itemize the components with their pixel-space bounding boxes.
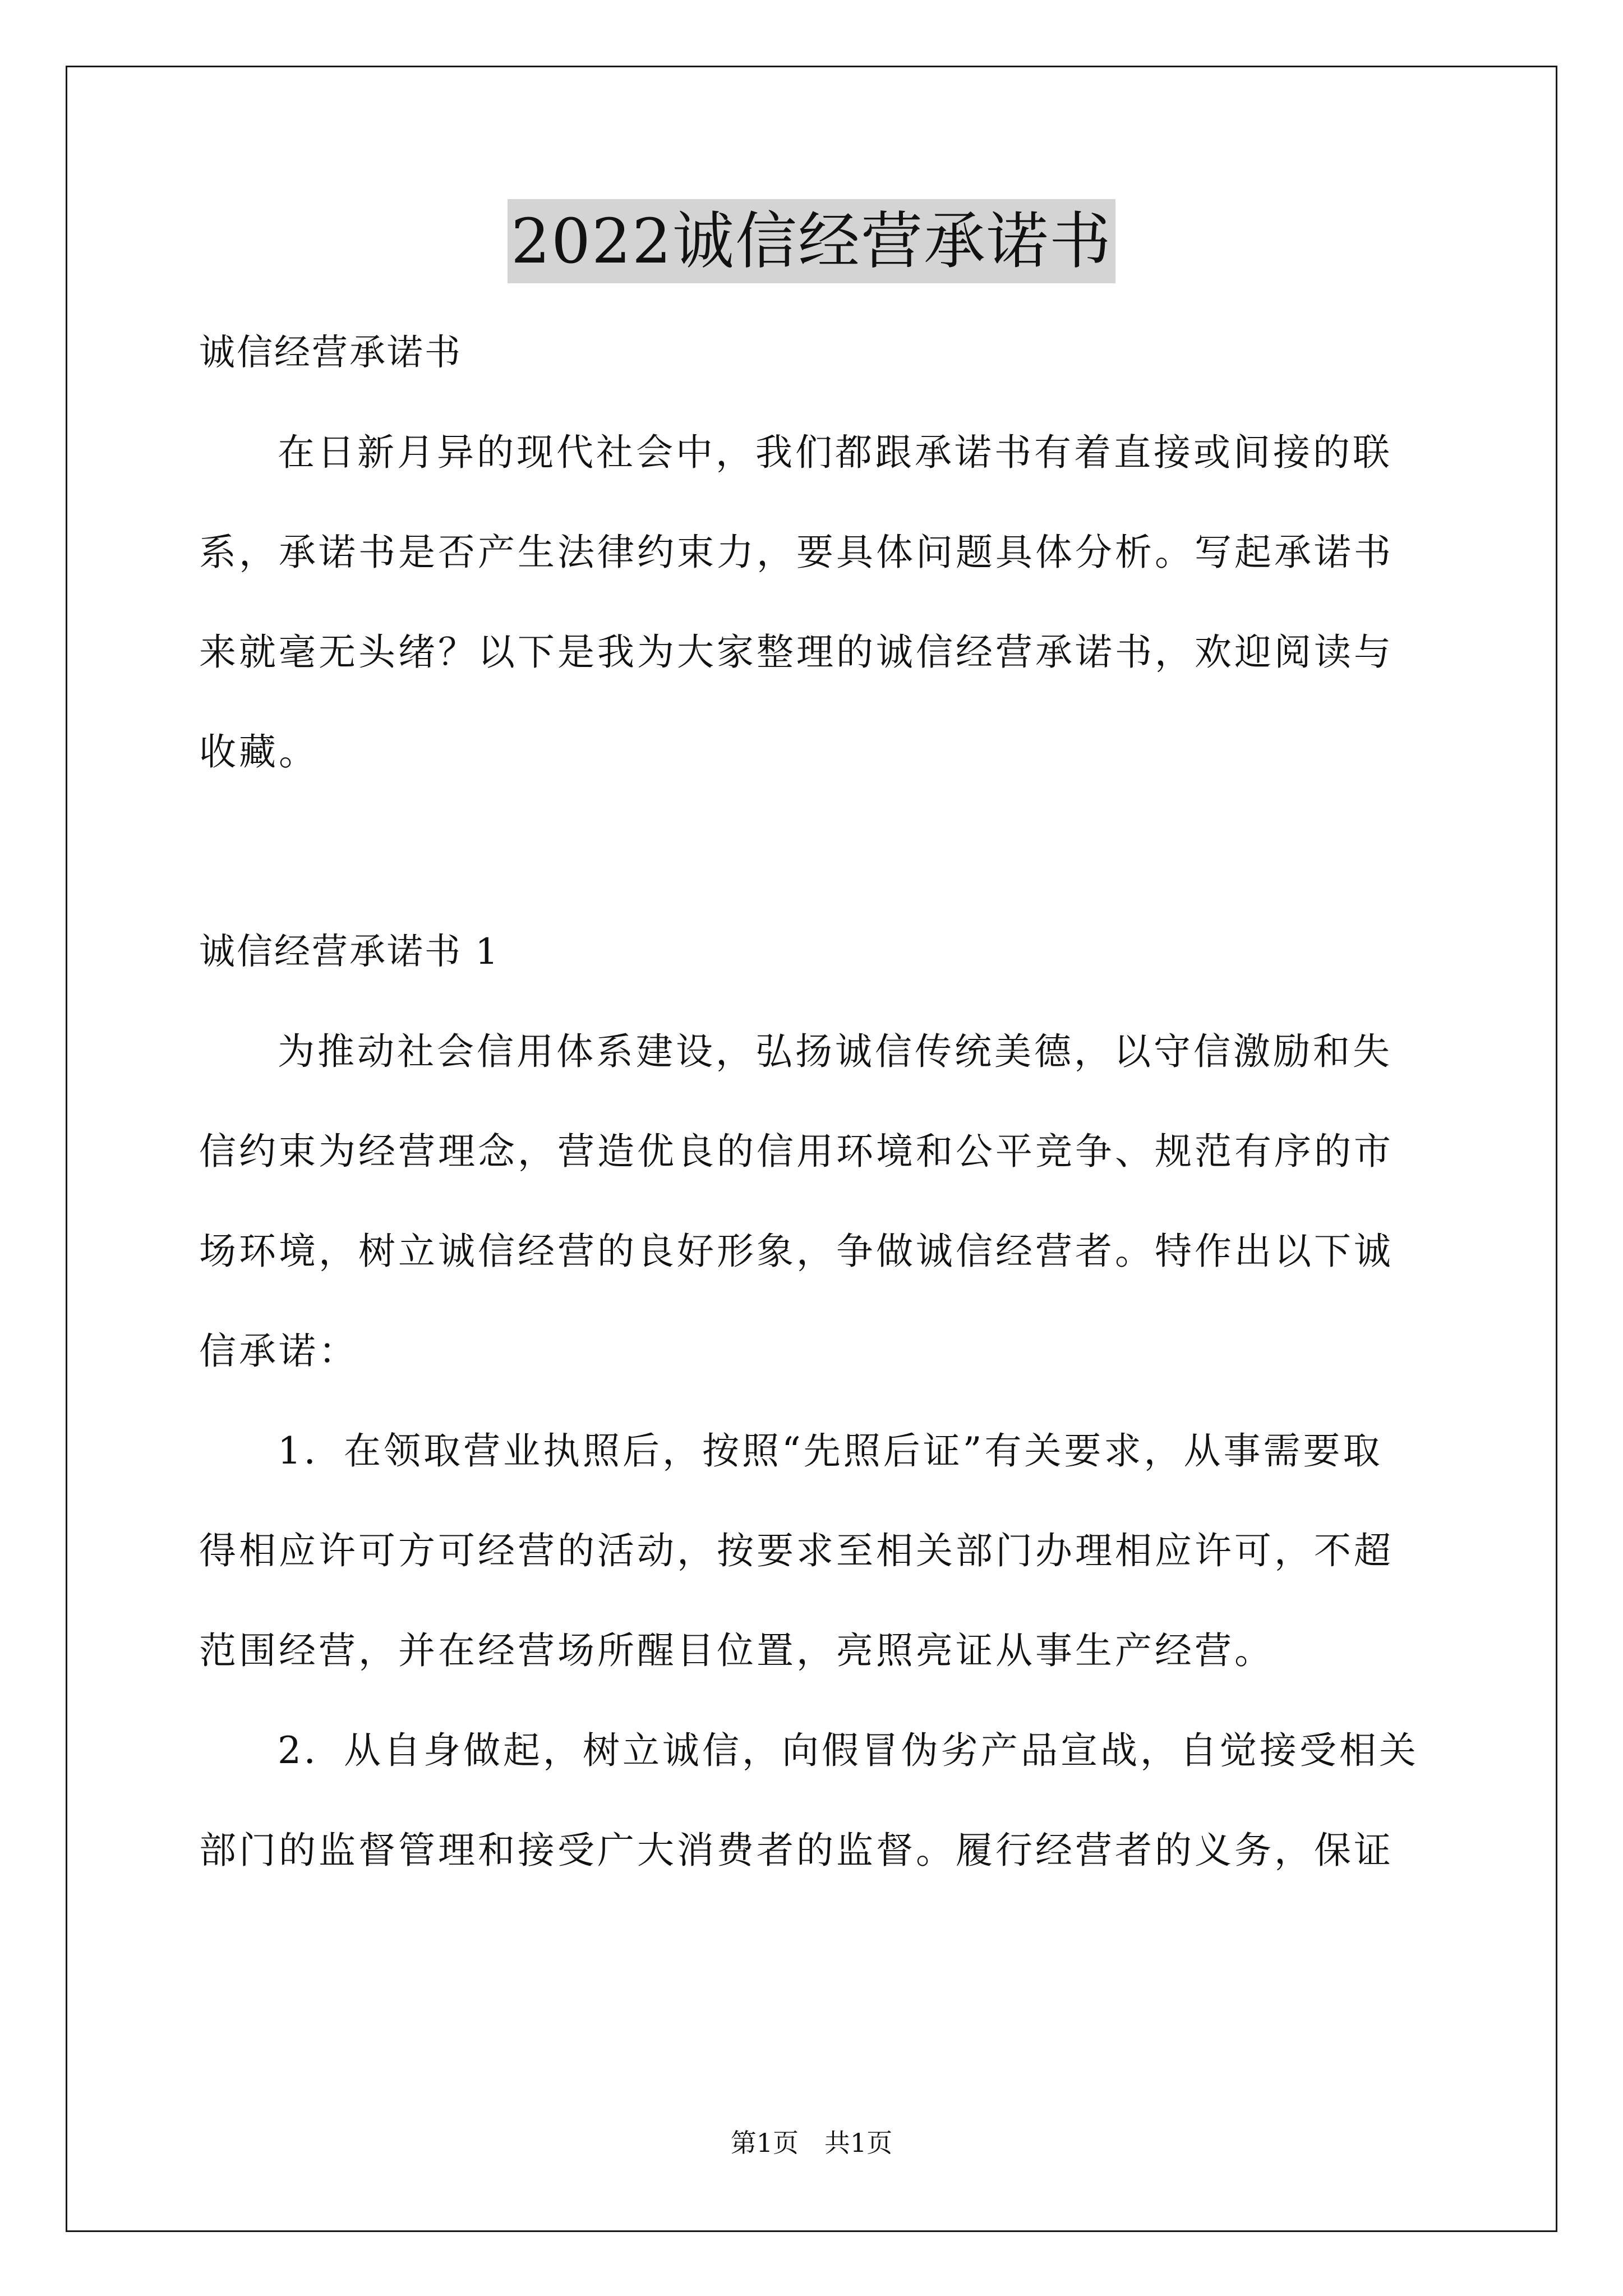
para1-line-2: 信约束为经营理念，营造优良的信用环境和公平竞争、规范有序的市 (199, 1130, 1394, 1173)
page-footer: 第1页 共1页 (730, 2128, 893, 2158)
intro-line-3: 来就毫无头绪？以下是我为大家整理的诚信经营承诺书，欢迎阅读与 (199, 631, 1394, 674)
item2-line-1: 2．从自身做起，树立诚信，向假冒伪劣产品宣战，自觉接受相关 (278, 1729, 1419, 1772)
intro-line-4: 收藏。 (199, 730, 319, 774)
item1-line-3: 范围经营，并在经营场所醒目位置，亮照亮证从事生产经营。 (199, 1629, 1274, 1672)
section-heading-main: 诚信经营承诺书 (199, 332, 462, 374)
item2-line-2: 部门的监督管理和接受广大消费者的监督。履行经营者的义务，保证 (199, 1829, 1394, 1872)
intro-line-1: 在日新月异的现代社会中，我们都跟承诺书有着直接或间接的联 (278, 431, 1393, 474)
para1-line-4: 信承诺： (199, 1329, 358, 1373)
section-heading-1: 诚信经营承诺书 1 (199, 931, 500, 973)
para1-line-1: 为推动社会信用体系建设，弘扬诚信传统美德，以守信激励和失 (278, 1030, 1393, 1073)
document-title: 2022诚信经营承诺书 (508, 199, 1115, 283)
item1-line-2: 得相应许可方可经营的活动，按要求至相关部门办理相应许可，不超 (199, 1529, 1394, 1572)
blank-line (199, 802, 1438, 902)
intro-line-2: 系，承诺书是否产生法律约束力，要具体问题具体分析。写起承诺书 (199, 531, 1394, 574)
title-container (0, 199, 1623, 283)
para1-line-3: 场环境，树立诚信经营的良好形象，争做诚信经营者。特作出以下诚 (199, 1230, 1394, 1273)
item1-line-1: 1．在领取营业执照后，按照“先照后证”有关要求，从事需要取 (278, 1429, 1383, 1473)
document-body (199, 303, 1438, 1901)
